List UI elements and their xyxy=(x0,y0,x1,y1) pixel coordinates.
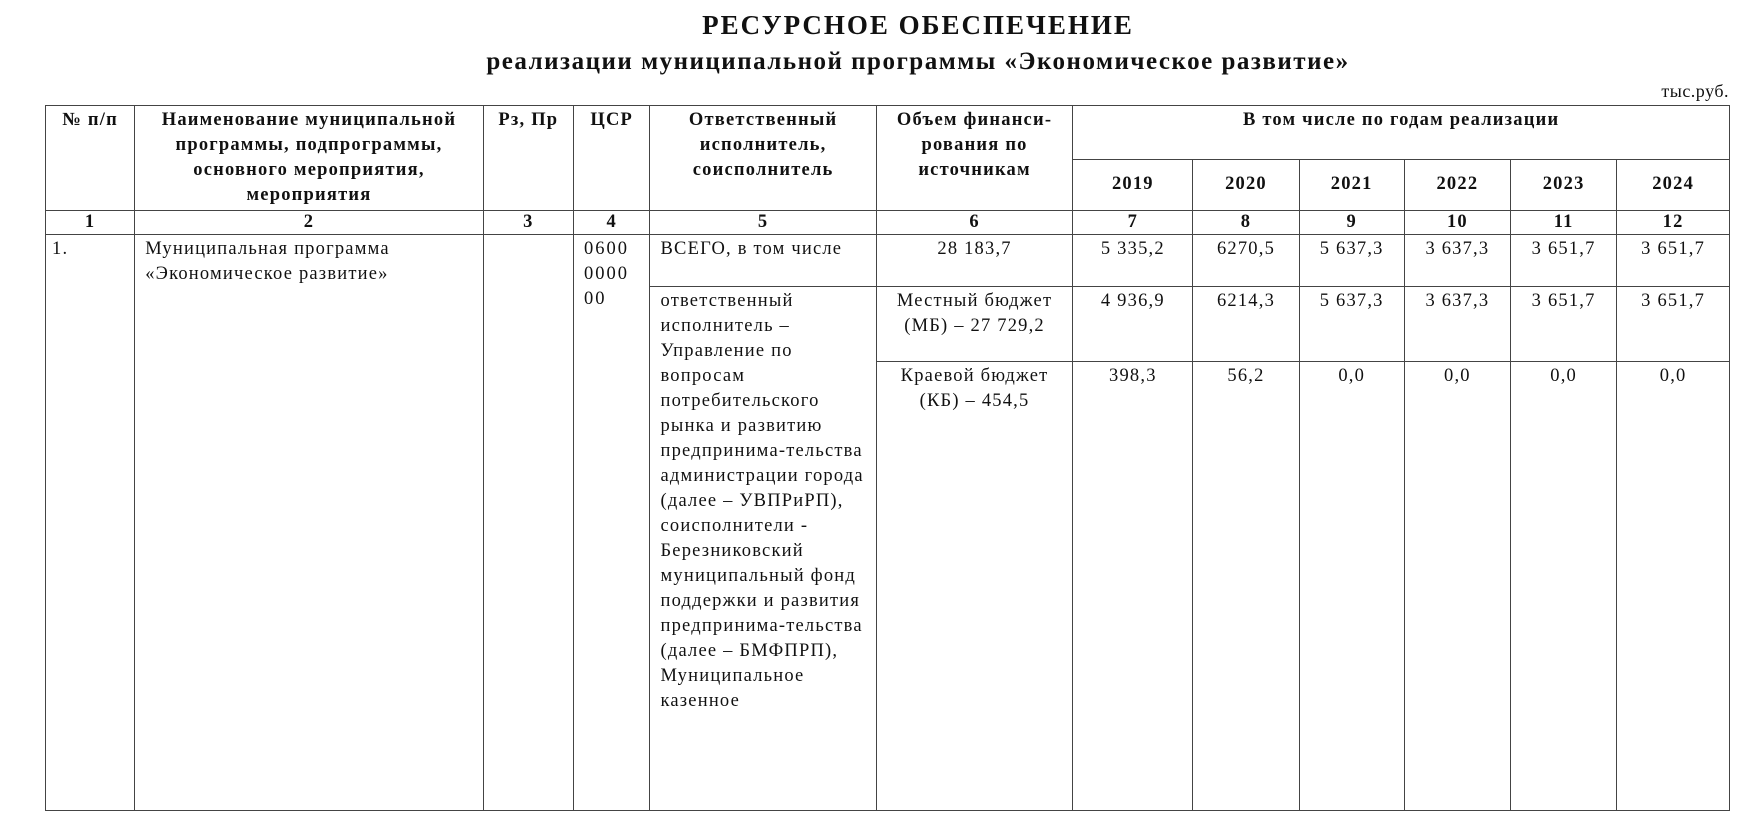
local-budget-year-value: 5 637,3 xyxy=(1299,287,1404,362)
column-number: 3 xyxy=(483,211,573,235)
total-year-value: 5 637,3 xyxy=(1299,235,1404,287)
resource-table xyxy=(45,105,1730,811)
header-responsible: Ответственный исполнитель, соисполнитель xyxy=(650,106,876,211)
header-year: 2024 xyxy=(1617,159,1730,210)
column-number: 4 xyxy=(574,211,650,235)
rz-pr-cell xyxy=(483,235,573,811)
column-number: 11 xyxy=(1511,211,1617,235)
header-year: 2022 xyxy=(1404,159,1510,210)
total-year-value: 5 335,2 xyxy=(1073,235,1193,287)
row-number: 1. xyxy=(46,235,135,811)
regional-budget-year-value: 0,0 xyxy=(1617,362,1730,811)
header-year: 2019 xyxy=(1073,159,1193,210)
regional-budget-year-value: 56,2 xyxy=(1193,362,1299,811)
local-budget-year-value: 3 651,7 xyxy=(1511,287,1617,362)
column-number: 8 xyxy=(1193,211,1299,235)
document-title: РЕСУРСНОЕ ОБЕСПЕЧЕНИЕ xyxy=(702,10,1134,40)
local-budget-year-value: 3 637,3 xyxy=(1404,287,1510,362)
header-rz: Рз, Пр xyxy=(483,106,573,211)
regional-budget-year-value: 0,0 xyxy=(1299,362,1404,811)
document-subtitle: реализации муниципальной программы «Экономическое развитие» xyxy=(486,48,1350,75)
header-year: 2023 xyxy=(1511,159,1617,210)
column-number: 2 xyxy=(135,211,483,235)
column-number: 9 xyxy=(1299,211,1404,235)
csr-code: 0600 0000 00 xyxy=(574,235,650,811)
header-years-group: В том числе по годам реализации xyxy=(1073,106,1730,160)
column-number: 7 xyxy=(1073,211,1193,235)
header-volume: Объем финанси-рования по источникам xyxy=(876,106,1073,211)
total-label: ВСЕГО, в том числе xyxy=(650,235,876,287)
total-volume: 28 183,7 xyxy=(876,235,1073,287)
header-name: Наименование муниципальной программы, подпрограммы, основного мероприятия, мероприятия xyxy=(135,106,483,211)
column-number: 5 xyxy=(650,211,876,235)
total-year-value: 6270,5 xyxy=(1193,235,1299,287)
local-budget-volume: Местный бюджет (МБ) – 27 729,2 xyxy=(876,287,1073,362)
column-number: 10 xyxy=(1404,211,1510,235)
local-budget-year-value: 4 936,9 xyxy=(1073,287,1193,362)
total-year-value: 3 651,7 xyxy=(1511,235,1617,287)
local-budget-year-value: 3 651,7 xyxy=(1617,287,1730,362)
regional-budget-volume: Краевой бюджет (КБ) – 454,5 xyxy=(876,362,1073,811)
total-year-value: 3 637,3 xyxy=(1404,235,1510,287)
column-number: 12 xyxy=(1617,211,1730,235)
regional-budget-year-value: 0,0 xyxy=(1404,362,1510,811)
total-year-value: 3 651,7 xyxy=(1617,235,1730,287)
responsible-executors: ответственный исполнитель – Управление по вопросам потребительского рынка и развитию предпринима-тельства администрации города (далее – УВПРиРП), соисполнители - Березниковский муниципальный фонд поддержки и развития предпринима-тельства (далее – БМФПРП), Муниципальное казенное xyxy=(650,287,876,811)
program-name: Муниципальная программа «Экономическое развитие» xyxy=(135,235,483,811)
header-year: 2020 xyxy=(1193,159,1299,210)
column-number: 1 xyxy=(46,211,135,235)
header-year: 2021 xyxy=(1299,159,1404,210)
header-num: № п/п xyxy=(46,106,135,211)
local-budget-year-value: 6214,3 xyxy=(1193,287,1299,362)
regional-budget-year-value: 398,3 xyxy=(1073,362,1193,811)
regional-budget-year-value: 0,0 xyxy=(1511,362,1617,811)
header-csr: ЦСР xyxy=(574,106,650,211)
column-number: 6 xyxy=(876,211,1073,235)
units-label: тыс.руб. xyxy=(1661,81,1729,101)
